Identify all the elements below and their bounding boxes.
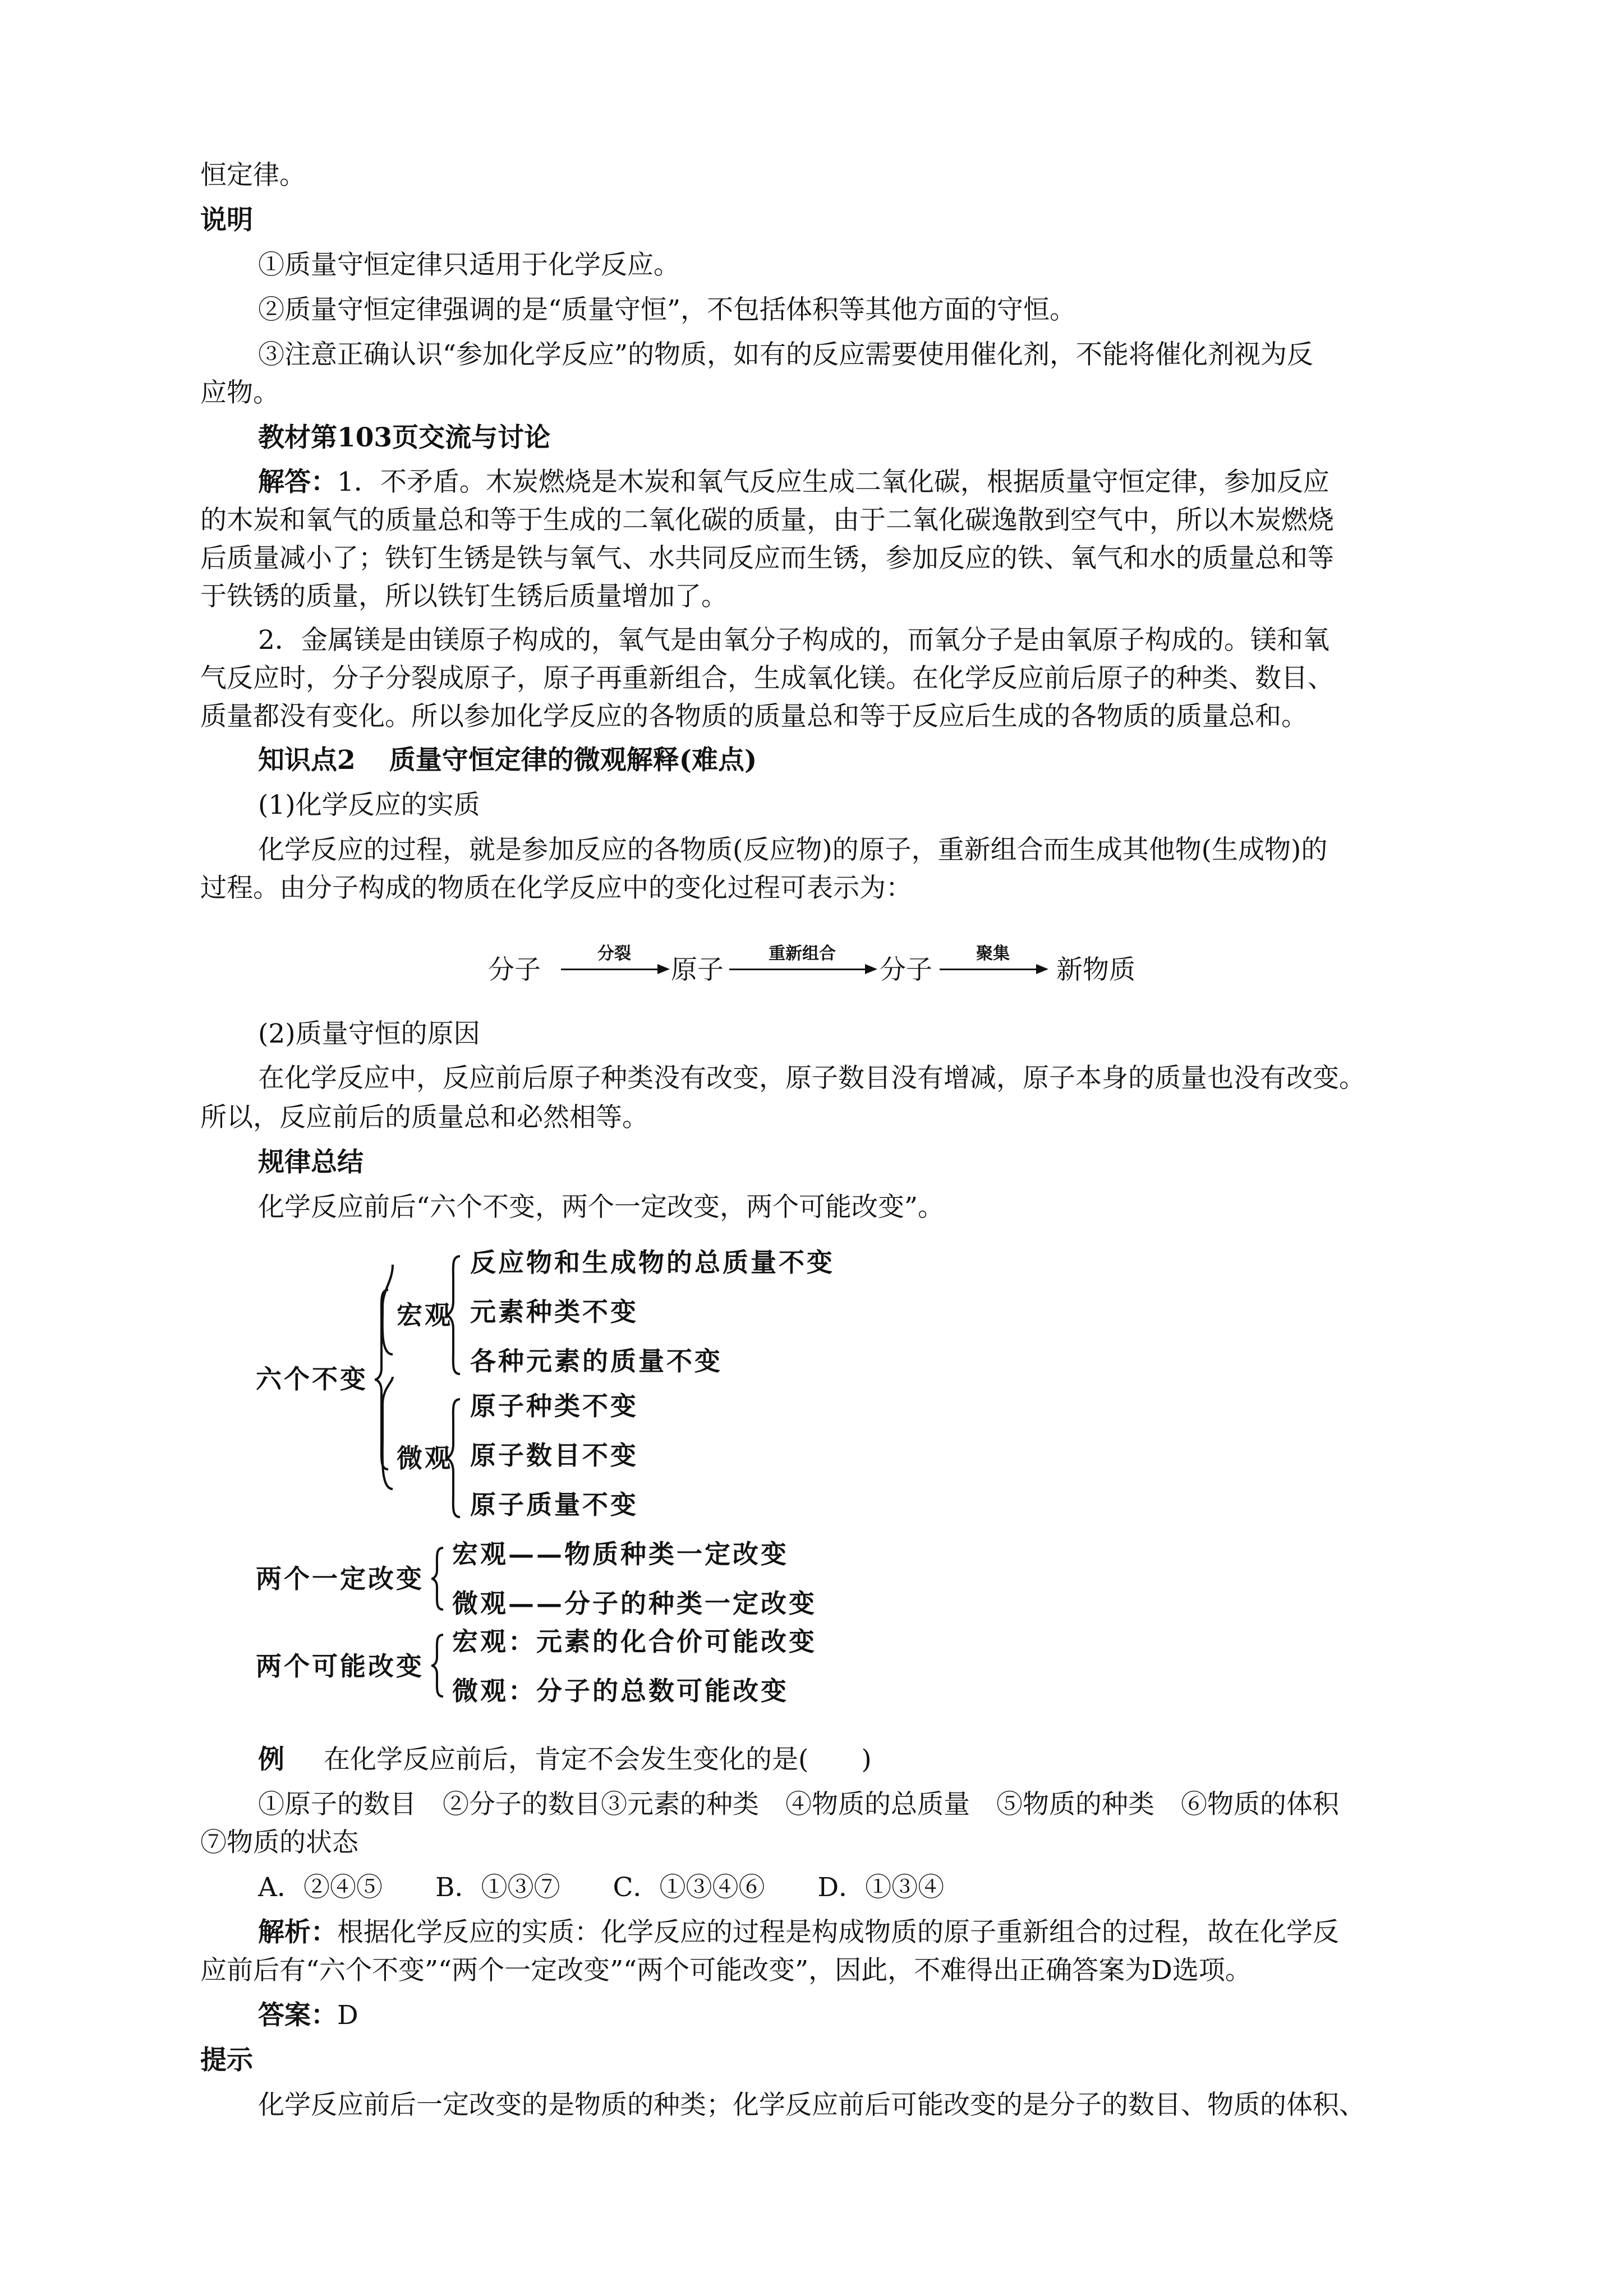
kp2-subheading-1: (1)化学反应的实质 <box>258 790 480 820</box>
example-analysis-line-2: 应前后有“六个不变”“两个一定改变”“两个可能改变”，因此，不难得出正确答案为D选项。 <box>200 1955 1252 1986</box>
flow-node-atom: 原子 <box>671 955 724 985</box>
flow-label-split: 分裂 <box>597 944 631 963</box>
two-may-change-label: 两个可能改变 <box>256 1651 424 1681</box>
discussion-answer-1-line-1: 解答：1．不矛盾。木炭燃烧是木炭和氧气反应生成二氧化碳，根据质量守恒定律，参加反应 <box>258 467 1329 497</box>
note-item-3b: 应物。 <box>200 377 279 408</box>
note-heading: 说明 <box>200 205 253 236</box>
analysis-label: 解析： <box>258 1917 337 1948</box>
note-item-2: ②质量守恒定律强调的是“质量守恒”，不包括体积等其他方面的守恒。 <box>258 294 1076 325</box>
summary-line: 化学反应前后“六个不变，两个一定改变，两个可能改变”。 <box>258 1192 945 1223</box>
example-options-line-2: ⑦物质的状态 <box>200 1827 358 1858</box>
kp2-paragraph-2-line-2: 所以，反应前后的质量总和必然相等。 <box>200 1102 648 1133</box>
answer-value: D <box>337 2000 358 2031</box>
discussion-answer-2-line-2: 气反应时，分子分裂成原子，原子再重新组合，生成氧化镁。在化学反应前后原子的种类、数目、 <box>200 663 1334 694</box>
micro-label-1: 微观 <box>397 1443 453 1473</box>
answer-label: 解答： <box>258 467 337 497</box>
micro-item-3: 原子质量不变 <box>470 1490 638 1520</box>
note-item-1: ①质量守恒定律只适用于化学反应。 <box>258 250 680 280</box>
example-options-line-1: ①原子的数目 ②分子的数目③元素的种类 ④物质的总质量 ⑤物质的种类 ⑥物质的体积 <box>258 1789 1339 1820</box>
may-change-item-1: 宏观：元素的化合价可能改变 <box>452 1626 817 1657</box>
intro-line: 恒定律。 <box>200 160 306 191</box>
kp2-subheading-2: (2)质量守恒的原因 <box>258 1018 480 1049</box>
macro-label-1: 宏观 <box>397 1300 453 1330</box>
flow-node-molecule: 分子 <box>488 955 541 985</box>
micro-item-1: 原子种类不变 <box>470 1391 638 1421</box>
flow-label-recombine: 重新组合 <box>769 944 836 963</box>
macro-item-2: 元素种类不变 <box>470 1297 638 1327</box>
note-item-3a: ③注意正确认识“参加化学反应”的物质，如有的反应需要使用催化剂，不能将催化剂视为反 <box>258 339 1314 370</box>
macro-item-3: 各种元素的质量不变 <box>470 1346 723 1376</box>
example-label: 例 <box>258 1744 284 1775</box>
tip-line: 化学反应前后一定改变的是物质的种类；化学反应前后可能改变的是分子的数目、物质的体积、 <box>258 2090 1365 2120</box>
kp2-paragraph-1-line-2: 过程。由分子构成的物质在化学反应中的变化过程可表示为： <box>200 873 912 903</box>
discussion-answer-1-line-3: 后质量减小了；铁钉生锈是铁与氧气、水共同反应而生锈，参加反应的铁、氧气和水的质量总和等 <box>200 543 1334 574</box>
six-unchanged-label: 六个不变 <box>256 1364 368 1394</box>
discussion-answer-1-line-4: 于铁锈的质量，所以铁钉生锈后质量增加了。 <box>200 581 728 612</box>
summary-heading: 规律总结 <box>258 1147 364 1178</box>
example-question: 例 在化学反应前后，肯定不会发生变化的是( ) <box>258 1744 872 1775</box>
flow-node-molecule-2: 分子 <box>880 955 932 985</box>
micro-item-2: 原子数目不变 <box>470 1440 638 1470</box>
example-choices: A．②④⑤ B．①③⑦ C．①③④⑥ D．①③④ <box>258 1872 945 1903</box>
two-must-change-label: 两个一定改变 <box>256 1564 424 1594</box>
flow-node-new-substance: 新物质 <box>1056 955 1135 985</box>
kp2-paragraph-1-line-1: 化学反应的过程，就是参加反应的各物质(反应物)的原子，重新组合而生成其他物(生成物)的 <box>258 835 1328 865</box>
may-change-item-2: 微观：分子的总数可能改变 <box>452 1676 789 1706</box>
flow-label-gather: 聚集 <box>976 944 1010 963</box>
knowledge-point-2-heading: 知识点2 质量守恒定律的微观解释(难点) <box>258 745 757 776</box>
must-change-item-2: 微观——分子的种类一定改变 <box>452 1588 817 1619</box>
discussion-heading: 教材第103页交流与讨论 <box>258 422 551 453</box>
discussion-answer-2-line-1: 2．金属镁是由镁原子构成的，氧气是由氧分子构成的，而氧分子是由氧原子构成的。镁和氧 <box>258 625 1329 656</box>
discussion-answer-1-line-2: 的木炭和氧气的质量总和等于生成的二氧化碳的质量，由于二氧化碳逸散到空气中，所以木炭燃烧 <box>200 505 1334 536</box>
example-answer <box>258 1999 1440 2032</box>
tip-heading: 提示 <box>200 2045 253 2076</box>
answer-label-2: 答案： <box>258 2000 337 2031</box>
macro-item-1: 反应物和生成物的总质量不变 <box>470 1247 835 1278</box>
kp2-paragraph-2-line-1: 在化学反应中，反应前后原子种类没有改变，原子数目没有增减，原子本身的质量也没有改变。 <box>258 1063 1365 1094</box>
example-analysis-line-1: 解析：根据化学反应的实质：化学反应的过程是构成物质的原子重新组合的过程，故在化学反 <box>258 1917 1339 1948</box>
discussion-answer-2-line-3: 质量都没有变化。所以参加化学反应的各物质的质量总和等于反应后生成的各物质的质量总和。 <box>200 701 1308 732</box>
must-change-item-1: 宏观——物质种类一定改变 <box>452 1539 789 1569</box>
